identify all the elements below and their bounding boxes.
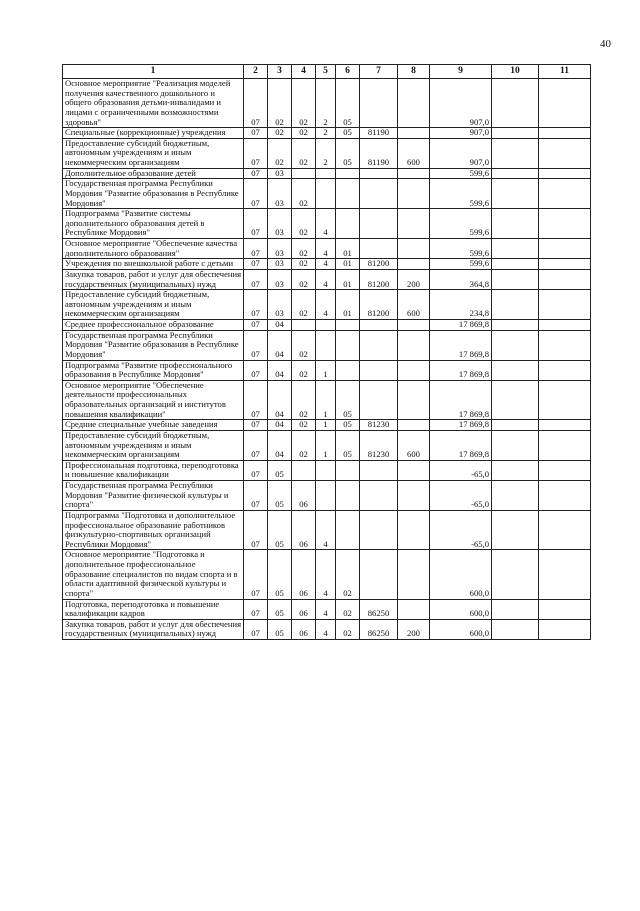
empty-cell-c10 [492, 380, 539, 420]
code-cell-c3: 04 [268, 430, 292, 460]
code-cell-c6: 02 [336, 550, 360, 599]
row-name-cell: Государственная программа Республики Мордовия "Развитие образования в Республике Мордовия" [63, 179, 244, 209]
table-row [63, 599, 591, 619]
empty-cell-c10 [492, 128, 539, 139]
column-header-4: 4 [292, 65, 316, 79]
code-cell-c3: 04 [268, 320, 292, 331]
amount-cell: 17 869,8 [430, 420, 492, 431]
row-name-cell: Подпрограмма "Развитие профессионального образования в Республике Мордовия" [63, 360, 244, 380]
empty-cell-c10 [492, 420, 539, 431]
code-cell-c7 [360, 179, 398, 209]
table-row [63, 290, 591, 320]
code-cell-c2: 07 [244, 320, 268, 331]
table-row [63, 320, 591, 331]
code-cell-c3: 02 [268, 128, 292, 139]
column-header-8: 8 [398, 65, 430, 79]
code-cell-c5: 1 [316, 430, 336, 460]
empty-cell-c11 [539, 599, 591, 619]
code-cell-c8: 600 [398, 138, 430, 168]
code-cell-c8 [398, 460, 430, 480]
code-cell-c5: 2 [316, 138, 336, 168]
code-cell-c2: 07 [244, 209, 268, 239]
code-cell-c8 [398, 79, 430, 128]
code-cell-c4: 06 [292, 619, 316, 639]
table-row [63, 619, 591, 639]
code-cell-c3: 04 [268, 420, 292, 431]
code-cell-c7 [360, 380, 398, 420]
code-cell-c2: 07 [244, 138, 268, 168]
table-row [63, 550, 591, 599]
table-row [63, 430, 591, 460]
amount-cell: 907,0 [430, 128, 492, 139]
empty-cell-c11 [539, 79, 591, 128]
code-cell-c7: 81230 [360, 430, 398, 460]
code-cell-c7 [360, 330, 398, 360]
column-header-9: 9 [430, 65, 492, 79]
empty-cell-c10 [492, 510, 539, 550]
code-cell-c4: 02 [292, 290, 316, 320]
code-cell-c7: 86250 [360, 599, 398, 619]
code-cell-c6: 01 [336, 239, 360, 259]
table-row [63, 128, 591, 139]
code-cell-c4: 02 [292, 138, 316, 168]
empty-cell-c11 [539, 239, 591, 259]
code-cell-c3: 03 [268, 179, 292, 209]
table-row [63, 420, 591, 431]
code-cell-c5: 4 [316, 239, 336, 259]
empty-cell-c11 [539, 320, 591, 331]
code-cell-c4: 02 [292, 269, 316, 289]
code-cell-c5: 4 [316, 269, 336, 289]
amount-cell: 17 869,8 [430, 380, 492, 420]
empty-cell-c11 [539, 510, 591, 550]
table-row [63, 259, 591, 270]
code-cell-c4: 06 [292, 599, 316, 619]
code-cell-c3: 03 [268, 239, 292, 259]
code-cell-c6 [336, 481, 360, 511]
table-row [63, 138, 591, 168]
code-cell-c2: 07 [244, 79, 268, 128]
empty-cell-c10 [492, 209, 539, 239]
code-cell-c3: 05 [268, 481, 292, 511]
code-cell-c8 [398, 599, 430, 619]
empty-cell-c11 [539, 420, 591, 431]
table-row [63, 460, 591, 480]
amount-cell: 600,0 [430, 599, 492, 619]
empty-cell-c10 [492, 269, 539, 289]
code-cell-c3: 03 [268, 209, 292, 239]
empty-cell-c11 [539, 460, 591, 480]
row-name-cell: Средние специальные учебные заведения [63, 420, 244, 431]
code-cell-c2: 07 [244, 179, 268, 209]
empty-cell-c11 [539, 550, 591, 599]
code-cell-c5: 4 [316, 510, 336, 550]
column-header-11: 11 [539, 65, 591, 79]
code-cell-c8 [398, 360, 430, 380]
code-cell-c5: 4 [316, 259, 336, 270]
empty-cell-c10 [492, 360, 539, 380]
amount-cell: 599,6 [430, 209, 492, 239]
code-cell-c8: 600 [398, 290, 430, 320]
amount-cell: 364,8 [430, 269, 492, 289]
empty-cell-c11 [539, 290, 591, 320]
empty-cell-c10 [492, 259, 539, 270]
row-name-cell: Закупка товаров, работ и услуг для обеспечения государственных (муниципальных) нужд [63, 269, 244, 289]
code-cell-c8 [398, 510, 430, 550]
code-cell-c5: 1 [316, 360, 336, 380]
empty-cell-c11 [539, 380, 591, 420]
empty-cell-c11 [539, 269, 591, 289]
empty-cell-c10 [492, 179, 539, 209]
code-cell-c2: 07 [244, 259, 268, 270]
code-cell-c5 [316, 320, 336, 331]
empty-cell-c10 [492, 330, 539, 360]
code-cell-c4: 06 [292, 510, 316, 550]
amount-cell: 17 869,8 [430, 360, 492, 380]
code-cell-c7: 81200 [360, 259, 398, 270]
row-name-cell: Подготовка, переподготовка и повышение квалификации кадров [63, 599, 244, 619]
code-cell-c3: 05 [268, 619, 292, 639]
amount-cell: -65,0 [430, 481, 492, 511]
code-cell-c4: 02 [292, 128, 316, 139]
table-row [63, 510, 591, 550]
empty-cell-c10 [492, 550, 539, 599]
code-cell-c6 [336, 330, 360, 360]
code-cell-c5: 2 [316, 128, 336, 139]
code-cell-c3: 05 [268, 460, 292, 480]
column-header-5: 5 [316, 65, 336, 79]
table-row [63, 168, 591, 179]
row-name-cell: Основное мероприятие "Реализация моделей получения качественного дошкольного и общего образования детьми-инвалидами и лицами с ограниченными возможностями здоровья" [63, 79, 244, 128]
code-cell-c5: 1 [316, 420, 336, 431]
code-cell-c6: 05 [336, 420, 360, 431]
table-row [63, 79, 591, 128]
code-cell-c6: 01 [336, 269, 360, 289]
code-cell-c2: 07 [244, 168, 268, 179]
empty-cell-c10 [492, 138, 539, 168]
code-cell-c4: 02 [292, 209, 316, 239]
code-cell-c8 [398, 550, 430, 599]
code-cell-c6: 02 [336, 599, 360, 619]
code-cell-c6 [336, 209, 360, 239]
code-cell-c3: 02 [268, 138, 292, 168]
code-cell-c5: 2 [316, 79, 336, 128]
code-cell-c6 [336, 320, 360, 331]
amount-cell: 234,8 [430, 290, 492, 320]
row-name-cell: Основное мероприятие "Обеспечение деятельности профессиональных образовательных организаций и институтов повышения квалификации" [63, 380, 244, 420]
code-cell-c3: 04 [268, 330, 292, 360]
code-cell-c2: 07 [244, 380, 268, 420]
code-cell-c8: 600 [398, 430, 430, 460]
code-cell-c5: 1 [316, 380, 336, 420]
code-cell-c4: 02 [292, 239, 316, 259]
table-row [63, 179, 591, 209]
code-cell-c3: 05 [268, 550, 292, 599]
amount-cell: 600,0 [430, 550, 492, 599]
code-cell-c6 [336, 510, 360, 550]
empty-cell-c11 [539, 430, 591, 460]
code-cell-c4: 02 [292, 420, 316, 431]
table-row [63, 380, 591, 420]
code-cell-c8 [398, 420, 430, 431]
code-cell-c6: 02 [336, 619, 360, 639]
code-cell-c2: 07 [244, 330, 268, 360]
table-row [63, 269, 591, 289]
code-cell-c6 [336, 460, 360, 480]
column-header-1: 1 [63, 65, 244, 79]
code-cell-c3: 05 [268, 510, 292, 550]
code-cell-c6: 05 [336, 138, 360, 168]
code-cell-c5: 4 [316, 209, 336, 239]
amount-cell: 599,6 [430, 239, 492, 259]
row-name-cell: Подпрограмма "Подготовка и дополнительное профессиональное образование работников физкультурно-спортивных организаций Республики Мордовия" [63, 510, 244, 550]
code-cell-c2: 07 [244, 510, 268, 550]
row-name-cell: Государственная программа Республики Мордовия "Развитие образования в Республике Мордовия" [63, 330, 244, 360]
code-cell-c6: 05 [336, 380, 360, 420]
code-cell-c8: 200 [398, 269, 430, 289]
row-name-cell: Учреждения по внешкольной работе с детьми [63, 259, 244, 270]
row-name-cell: Дополнительное образование детей [63, 168, 244, 179]
code-cell-c8 [398, 320, 430, 331]
code-cell-c7 [360, 550, 398, 599]
row-name-cell: Основное мероприятие "Обеспечение качества дополнительного образования" [63, 239, 244, 259]
code-cell-c4 [292, 320, 316, 331]
empty-cell-c10 [492, 619, 539, 639]
amount-cell: 599,6 [430, 179, 492, 209]
code-cell-c4: 06 [292, 550, 316, 599]
row-name-cell: Основное мероприятие "Подготовка и дополнительное профессиональное образование специалистов по видам спорта и в области адаптивной физической культуры и спорта" [63, 550, 244, 599]
row-name-cell: Специальные (коррекционные) учреждения [63, 128, 244, 139]
code-cell-c4: 06 [292, 481, 316, 511]
code-cell-c4: 02 [292, 380, 316, 420]
code-cell-c7: 81230 [360, 420, 398, 431]
code-cell-c3: 03 [268, 269, 292, 289]
code-cell-c8 [398, 168, 430, 179]
code-cell-c5 [316, 168, 336, 179]
row-name-cell: Государственная программа Республики Мордовия "Развитие физической культуры и спорта" [63, 481, 244, 511]
table-row [63, 330, 591, 360]
amount-cell: 907,0 [430, 79, 492, 128]
code-cell-c7 [360, 320, 398, 331]
empty-cell-c11 [539, 179, 591, 209]
code-cell-c8 [398, 209, 430, 239]
code-cell-c4: 02 [292, 79, 316, 128]
amount-cell: 600,0 [430, 619, 492, 639]
amount-cell: 17 869,8 [430, 330, 492, 360]
table-row [63, 360, 591, 380]
code-cell-c2: 07 [244, 239, 268, 259]
code-cell-c3: 04 [268, 380, 292, 420]
amount-cell: 17 869,8 [430, 430, 492, 460]
code-cell-c2: 07 [244, 599, 268, 619]
empty-cell-c11 [539, 209, 591, 239]
empty-cell-c10 [492, 460, 539, 480]
row-name-cell: Предоставление субсидий бюджетным, автономным учреждениям и иным некоммерческим организациям [63, 138, 244, 168]
table-header-row [63, 65, 591, 79]
code-cell-c6: 05 [336, 430, 360, 460]
code-cell-c5: 4 [316, 619, 336, 639]
code-cell-c7 [360, 209, 398, 239]
row-name-cell: Профессиональная подготовка, переподготовка и повышение квалификации [63, 460, 244, 480]
code-cell-c4: 02 [292, 330, 316, 360]
code-cell-c5 [316, 460, 336, 480]
code-cell-c7: 86250 [360, 619, 398, 639]
code-cell-c3: 03 [268, 290, 292, 320]
code-cell-c5 [316, 481, 336, 511]
code-cell-c3: 04 [268, 360, 292, 380]
code-cell-c8 [398, 239, 430, 259]
column-header-6: 6 [336, 65, 360, 79]
code-cell-c2: 07 [244, 550, 268, 599]
code-cell-c2: 07 [244, 290, 268, 320]
row-name-cell: Подпрограмма "Развитие системы дополнительного образования детей в Республике Мордовия" [63, 209, 244, 239]
code-cell-c6 [336, 168, 360, 179]
code-cell-c7 [360, 460, 398, 480]
code-cell-c6: 01 [336, 259, 360, 270]
column-header-2: 2 [244, 65, 268, 79]
budget-table [62, 64, 591, 640]
empty-cell-c11 [539, 168, 591, 179]
amount-cell: 907,0 [430, 138, 492, 168]
empty-cell-c11 [539, 259, 591, 270]
column-header-3: 3 [268, 65, 292, 79]
code-cell-c2: 07 [244, 360, 268, 380]
empty-cell-c11 [539, 330, 591, 360]
empty-cell-c10 [492, 481, 539, 511]
code-cell-c7: 81200 [360, 269, 398, 289]
empty-cell-c11 [539, 619, 591, 639]
code-cell-c8 [398, 380, 430, 420]
row-name-cell: Предоставление субсидий бюджетным, автономным учреждениям и иным некоммерческим организациям [63, 290, 244, 320]
empty-cell-c10 [492, 320, 539, 331]
amount-cell: -65,0 [430, 510, 492, 550]
code-cell-c2: 07 [244, 619, 268, 639]
code-cell-c5: 4 [316, 550, 336, 599]
code-cell-c7 [360, 360, 398, 380]
code-cell-c5: 4 [316, 290, 336, 320]
code-cell-c6: 05 [336, 79, 360, 128]
amount-cell: 17 869,8 [430, 320, 492, 331]
code-cell-c6: 05 [336, 128, 360, 139]
code-cell-c8 [398, 179, 430, 209]
code-cell-c4 [292, 168, 316, 179]
table-row [63, 209, 591, 239]
code-cell-c7 [360, 168, 398, 179]
code-cell-c7 [360, 239, 398, 259]
code-cell-c7 [360, 481, 398, 511]
code-cell-c2: 07 [244, 420, 268, 431]
code-cell-c4: 02 [292, 259, 316, 270]
code-cell-c3: 05 [268, 599, 292, 619]
amount-cell: -65,0 [430, 460, 492, 480]
code-cell-c8 [398, 128, 430, 139]
code-cell-c5 [316, 179, 336, 209]
table-body [63, 79, 591, 640]
code-cell-c4: 02 [292, 430, 316, 460]
amount-cell: 599,6 [430, 168, 492, 179]
code-cell-c8 [398, 330, 430, 360]
empty-cell-c11 [539, 138, 591, 168]
code-cell-c7 [360, 510, 398, 550]
empty-cell-c10 [492, 599, 539, 619]
code-cell-c5 [316, 330, 336, 360]
code-cell-c6 [336, 179, 360, 209]
code-cell-c7 [360, 79, 398, 128]
amount-cell: 599,6 [430, 259, 492, 270]
code-cell-c8: 200 [398, 619, 430, 639]
code-cell-c2: 07 [244, 269, 268, 289]
page-number: 40 [600, 38, 611, 50]
code-cell-c6: 01 [336, 290, 360, 320]
row-name-cell: Среднее профессиональное образование [63, 320, 244, 331]
code-cell-c4: 02 [292, 360, 316, 380]
table-row [63, 481, 591, 511]
code-cell-c2: 07 [244, 128, 268, 139]
row-name-cell: Предоставление субсидий бюджетным, автономным учреждениям и иным некоммерческим организациям [63, 430, 244, 460]
empty-cell-c10 [492, 239, 539, 259]
code-cell-c3: 02 [268, 79, 292, 128]
row-name-cell: Закупка товаров, работ и услуг для обеспечения государственных (муниципальных) нужд [63, 619, 244, 639]
empty-cell-c10 [492, 430, 539, 460]
code-cell-c2: 07 [244, 481, 268, 511]
empty-cell-c11 [539, 360, 591, 380]
code-cell-c8 [398, 481, 430, 511]
empty-cell-c10 [492, 79, 539, 128]
empty-cell-c10 [492, 168, 539, 179]
code-cell-c2: 07 [244, 430, 268, 460]
empty-cell-c11 [539, 128, 591, 139]
column-header-10: 10 [492, 65, 539, 79]
code-cell-c8 [398, 259, 430, 270]
table-row [63, 239, 591, 259]
empty-cell-c10 [492, 290, 539, 320]
code-cell-c4 [292, 460, 316, 480]
code-cell-c3: 03 [268, 168, 292, 179]
code-cell-c7: 81200 [360, 290, 398, 320]
code-cell-c7: 81190 [360, 138, 398, 168]
code-cell-c6 [336, 360, 360, 380]
code-cell-c4: 02 [292, 179, 316, 209]
empty-cell-c11 [539, 481, 591, 511]
code-cell-c5: 4 [316, 599, 336, 619]
code-cell-c3: 03 [268, 259, 292, 270]
code-cell-c7: 81190 [360, 128, 398, 139]
code-cell-c2: 07 [244, 460, 268, 480]
column-header-7: 7 [360, 65, 398, 79]
